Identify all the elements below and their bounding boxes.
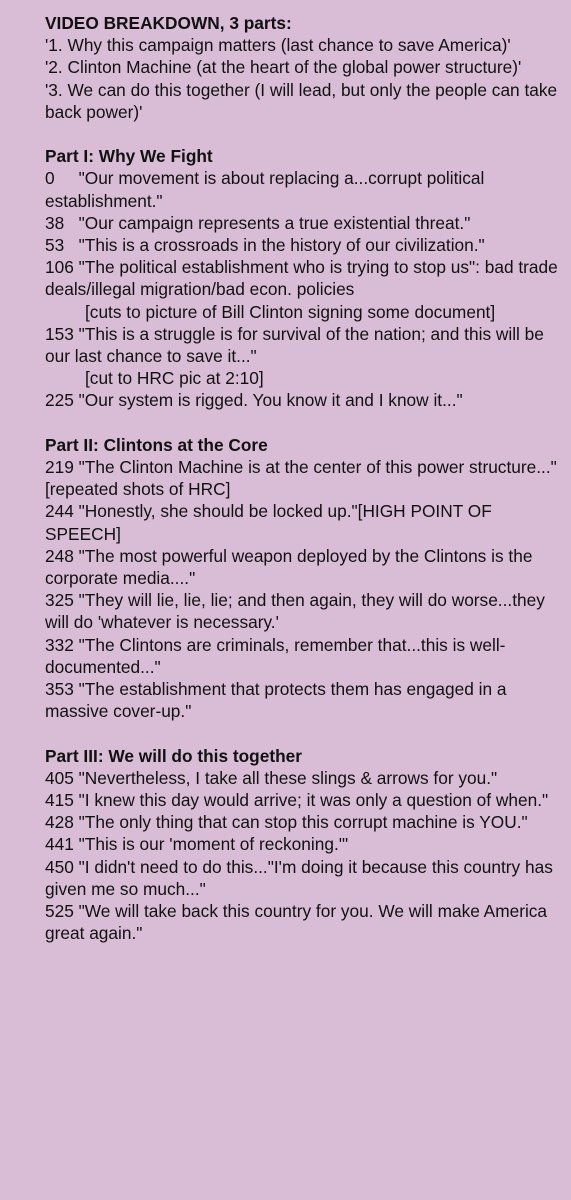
overview-heading: VIDEO BREAKDOWN, 3 parts: (45, 13, 292, 33)
quote: "The political establishment who is trying to stop us": bad trade deals/illegal migration/bad econ. policies (45, 257, 558, 300)
overview-item-1: '1. Why this campaign matters (last chance to save America)' (45, 35, 511, 56)
part2-heading: Part II: Clintons at the Core (45, 434, 268, 455)
quote: "Our movement is about replacing a...corrupt political establishment." (45, 168, 485, 211)
part3-heading: Part III: We will do this together (45, 745, 302, 766)
quote: "This is a crossroads in the history of our civilization." (78, 235, 485, 256)
part3-entry (45, 789, 561, 811)
timestamp: 415 (45, 790, 79, 811)
part3-entry (45, 833, 561, 855)
quote: "This is a struggle is for survival of the nation; and this will be our last chance to save it..." (45, 323, 544, 367)
part1-entry (45, 389, 561, 411)
part3-entry (45, 900, 561, 944)
part2-entry (45, 589, 561, 633)
quote: "Our campaign represents a true existential threat." (78, 212, 471, 233)
part1-entry (45, 212, 561, 234)
quote: "The establishment that protects them has engaged in a massive cover-up." (45, 679, 507, 722)
part3-entry (45, 811, 561, 833)
quote: "They will lie, lie, lie; and then again, they will do worse...they will do 'whatever is necessary.' (45, 590, 545, 633)
quote: "I didn't need to do this..."I'm doing it because this country has given me so much..." (45, 856, 553, 899)
quote: "This is our 'moment of reckoning.'" (78, 834, 349, 855)
timestamp: 106 (45, 257, 79, 278)
timestamp: 0 (45, 168, 79, 189)
part3-entry (45, 856, 561, 900)
quote: "The most powerful weapon deployed by the Clintons is the corporate media...." (45, 545, 533, 589)
part1-note-hrc-pic: [cut to HRC pic at 2:10] (85, 368, 264, 389)
quote: "Our system is rigged. You know it and I know it..." (78, 390, 463, 411)
timestamp: 441 (45, 834, 79, 855)
part2-entry (45, 456, 561, 500)
timestamp: 353 (45, 679, 79, 700)
timestamp: 450 (45, 856, 79, 877)
timestamp: 219 (45, 457, 79, 478)
part2-entry (45, 634, 561, 678)
timestamp: 428 (45, 812, 79, 833)
quote: "The Clintons are criminals, remember that...this is well-documented..." (45, 634, 506, 677)
section-gap (45, 412, 561, 434)
quote: "Honestly, she should be locked up."[HIGH POINT OF SPEECH] (45, 501, 492, 544)
overview-item-2: '2. Clinton Machine (at the heart of the global power structure)' (45, 57, 522, 78)
part1-heading: Part I: Why We Fight (45, 146, 213, 167)
timestamp: 53 (45, 235, 79, 256)
timestamp: 325 (45, 590, 79, 611)
timestamp: 248 (45, 545, 79, 566)
timestamp: 153 (45, 323, 79, 344)
quote: "Nevertheless, I take all these slings & arrows for you." (78, 767, 498, 788)
part3-entry (45, 767, 561, 789)
part2-entry (45, 500, 561, 544)
part1-note-clinton-signing: [cuts to picture of Bill Clinton signing some document] (85, 301, 496, 322)
part2-entry (45, 545, 561, 589)
timestamp: 332 (45, 634, 79, 655)
timestamp: 244 (45, 501, 79, 522)
timestamp: 38 (45, 212, 79, 233)
overview-item-3: '3. We can do this together (I will lead, but only the people can take back power)' (45, 79, 558, 122)
part1-entry (45, 256, 561, 300)
part1-entry (45, 323, 561, 367)
part1-entry (45, 167, 561, 211)
section-gap (45, 722, 561, 744)
timestamp: 225 (45, 390, 79, 411)
quote: "The Clinton Machine is at the center of this power structure..." [repeated shots of HRC] (45, 457, 557, 500)
part1-entry (45, 234, 561, 256)
timestamp: 405 (45, 767, 79, 788)
part2-entry (45, 678, 561, 722)
quote: "The only thing that can stop this corrupt machine is YOU." (78, 812, 528, 833)
quote: "I knew this day would arrive; it was only a question of when." (78, 790, 549, 811)
timestamp: 525 (45, 901, 79, 922)
quote: "We will take back this country for you. We will make America great again." (45, 901, 548, 944)
section-gap (45, 123, 561, 145)
